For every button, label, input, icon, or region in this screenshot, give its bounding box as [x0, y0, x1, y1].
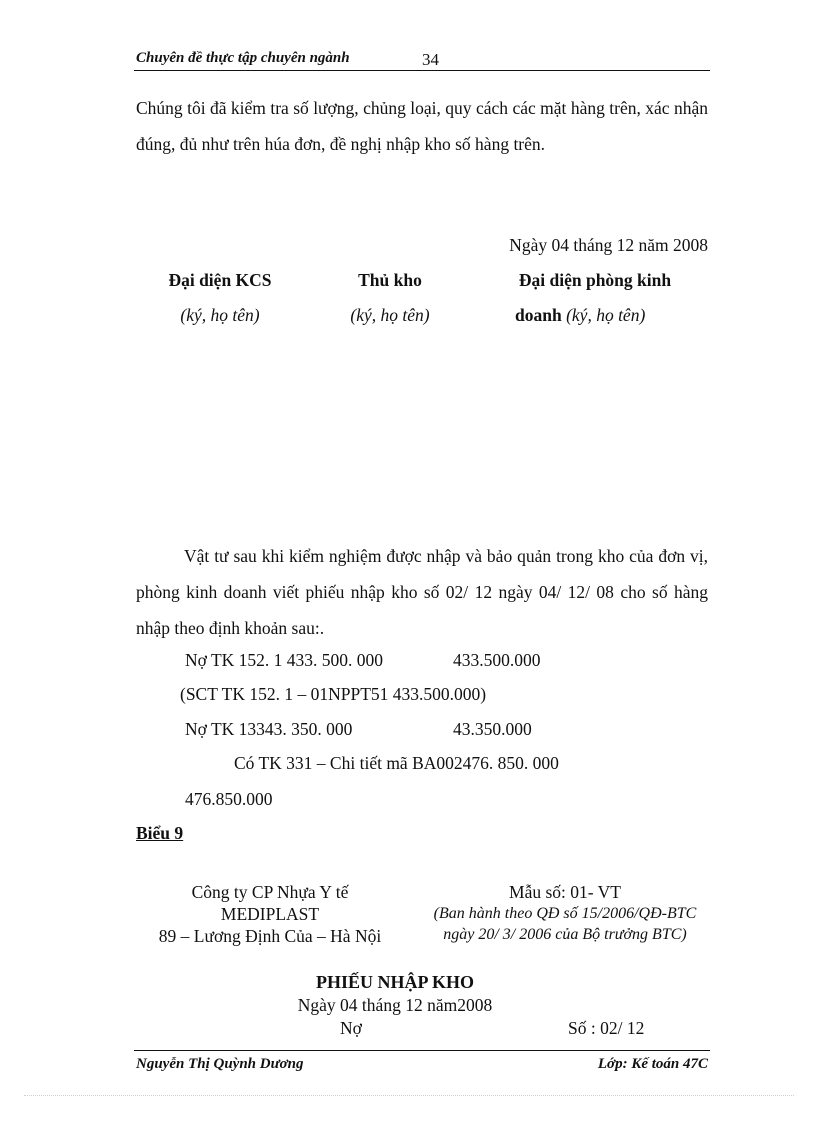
- signature-kinh-doanh-title: Đại diện phòng kinh: [518, 270, 672, 290]
- clipped-right-text: Số : 02/ 12: [568, 1018, 645, 1038]
- company-address: 89 – Lương Định Của – Hà Nội: [158, 926, 382, 946]
- document-date: Ngày 04 tháng 12 năm2008: [297, 995, 493, 1015]
- header-title: Chuyên đề thực tập chuyên ngành: [136, 50, 350, 66]
- regulation-note: (Ban hành theo QĐ số 15/2006/QĐ-BTC ngày 20/ 3/ 2006 của Bộ trưởng BTC): [433, 905, 697, 943]
- clipped-left-text: Nợ: [340, 1018, 362, 1038]
- entry-line-2: (SCT TK 152. 1 – 01NPPT51 433.500.000): [180, 684, 487, 704]
- clipped-row: [300, 1018, 670, 1038]
- body-paragraph: Vật tư sau khi kiểm nghiệm được nhập và bảo quản trong kho của đơn vị, phòng kinh doanh viết phiếu nhập kho số 02/ 12 ngày 04/ 12/ 08 cho số hàng nhập theo định khoản sau:.: [136, 546, 708, 638]
- date-line: Ngày 04 tháng 12 năm 2008: [509, 235, 708, 255]
- entry-line-4: Có TK 331 – Chi tiết mã BA002476. 850. 000: [234, 753, 559, 773]
- entry-line-1-left: Nợ TK 152. 1 433. 500. 000: [185, 650, 384, 670]
- signature-kinh-doanh-title-cont: doanh: [515, 305, 562, 325]
- footer-class: Lớp: Kế toán 47C: [597, 1056, 708, 1072]
- document-title: PHIẾU NHẬP KHO: [315, 972, 474, 992]
- company-name-cont: MEDIPLAST: [220, 904, 320, 924]
- signature-thu-kho-note: (ký, họ tên): [350, 305, 430, 325]
- intro-paragraph: Chúng tôi đã kiểm tra số lượng, chủng loại, quy cách các mặt hàng trên, xác nhận đúng, đủ như trên húa đơn, đề nghị nhập kho số hàng trên.: [136, 98, 708, 154]
- signature-kinh-doanh-cont: [515, 305, 645, 326]
- entry-line-5: 476.850.000: [185, 789, 273, 809]
- signature-kcs-note: (ký, họ tên): [180, 305, 260, 325]
- signature-thu-kho-title: Thủ kho: [358, 270, 422, 290]
- bieu-label: Biểu 9: [136, 823, 184, 843]
- entry-line-3-right: 43.350.000: [453, 719, 532, 739]
- header-divider: [134, 70, 710, 71]
- signature-kcs-title: Đại diện KCS: [168, 270, 272, 290]
- signature-kinh-doanh-note: (ký, họ tên): [566, 305, 646, 325]
- company-block: [130, 881, 410, 947]
- footer-divider: [134, 1050, 710, 1051]
- page-bottom-border: [24, 1095, 794, 1096]
- entry-line-3-left: Nợ TK 13343. 350. 000: [185, 719, 353, 739]
- template-number: Mẫu số: 01- VT: [509, 882, 621, 902]
- footer-author: Nguyễn Thị Quỳnh Dương: [136, 1056, 304, 1072]
- entry-line-1-right: 433.500.000: [453, 650, 541, 670]
- page-number: 34: [422, 50, 439, 69]
- company-name: Công ty CP Nhựa Y tế: [191, 882, 349, 902]
